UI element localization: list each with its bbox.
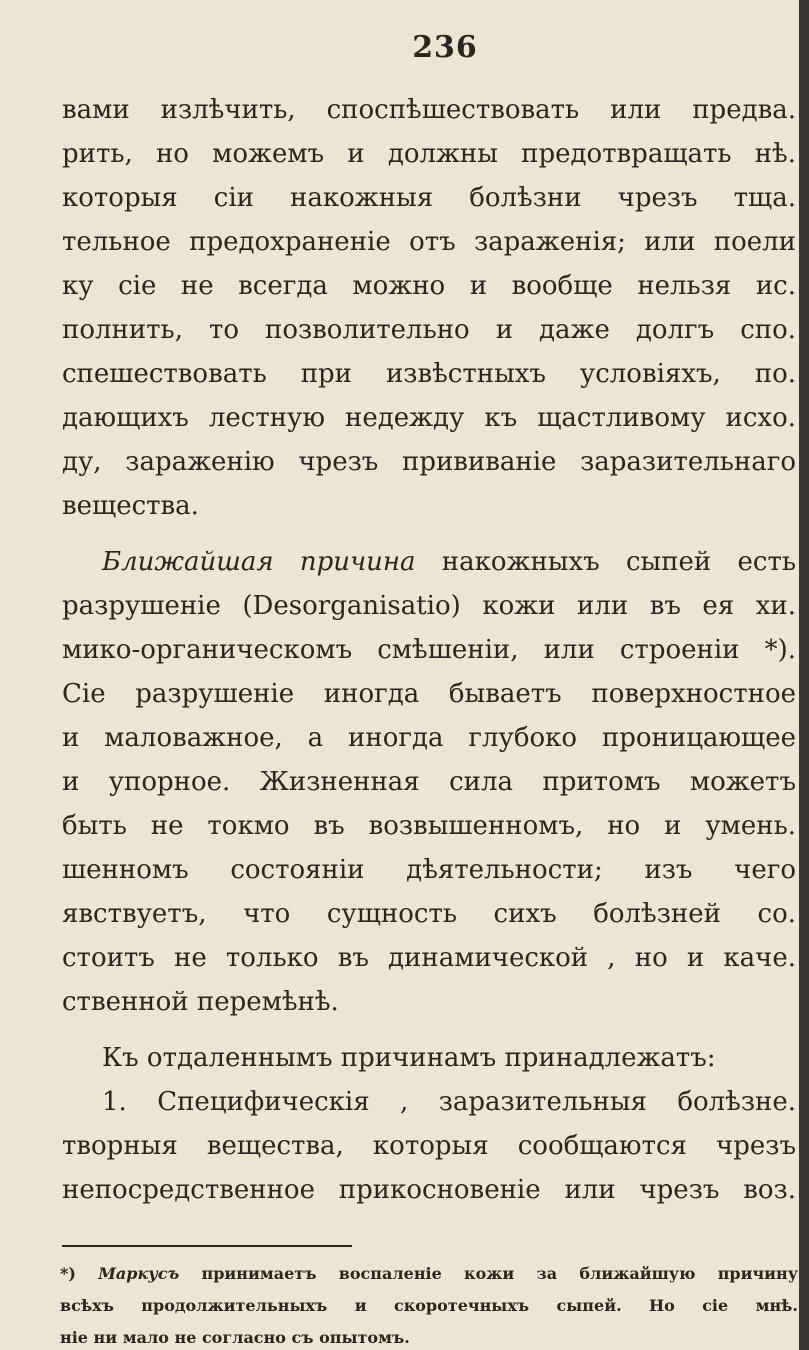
footnote-line: ніе ни мало не согласно съ опытомъ. <box>60 1328 410 1347</box>
footnote-divider <box>62 1245 352 1247</box>
text-line: дающихъ лестную недежду къ щастливому исхо. <box>62 403 796 433</box>
footnote <box>60 1258 798 1350</box>
text-line: мико-органическомъ смѣшеніи, или строеніи *). <box>62 635 796 665</box>
text-line: и упорное. Жизненная сила притомъ можетъ <box>62 767 796 797</box>
text-line: творныя вещества, которыя сообщаются чрезъ <box>62 1131 796 1161</box>
text-line: разрушеніе (Desorganisatio) кожи или въ ея хи. <box>62 591 796 621</box>
text-line: рить, но можемъ и должны предотвращать нѣ. <box>62 139 796 169</box>
text-line: тельное предохраненіе отъ зараженія; или поели <box>62 227 796 257</box>
text-line: Сіе разрушеніе иногда бываетъ поверхностное <box>62 679 796 709</box>
text-line: непосредственное прикосновеніе или чрезъ воз. <box>62 1175 796 1205</box>
text-line: ку сіе не всегда можно и вообще нельзя ис. <box>62 271 796 301</box>
text-line: которыя сіи накожныя болѣзни чрезъ тща. <box>62 183 796 213</box>
text-line: и маловажное, а иногда глубоко проницающее <box>62 723 796 753</box>
text-line: шенномъ состояніи дѣятельности; изъ чего <box>62 855 796 885</box>
footnote-author: Маркусъ <box>98 1264 180 1283</box>
footnote-text: принимаетъ воспаленіе кожи за ближайшую причину <box>201 1264 798 1283</box>
text-line: полнить, то позволительно и даже долгъ спо. <box>62 315 796 345</box>
paragraph-3: Къ отдаленнымъ причинамъ принадлежатъ: <box>102 1043 716 1073</box>
text-line: вами излѣчить, споспѣшествовать или предва. <box>62 95 796 125</box>
page-edge-shadow <box>799 0 809 1350</box>
text-line: ду, зараженію чрезъ прививаніе заразительнаго <box>62 447 796 477</box>
list-item-1-line: 1. Специфическія , заразительныя болѣзне. <box>102 1087 796 1117</box>
text-line: явствуетъ, что сущность сихъ болѣзней со. <box>62 899 796 929</box>
text-line: быть не токмо въ возвышенномъ, но и умень. <box>62 811 796 841</box>
text-line: ственной перемѣнѣ. <box>62 987 339 1017</box>
page-number: 236 <box>412 30 478 65</box>
text-line: спешествовать при извѣстныхъ условіяхъ, по. <box>62 359 796 389</box>
footnote-line <box>60 1258 798 1290</box>
paragraph-2-first-line <box>62 540 796 584</box>
footnote-marker: *) <box>60 1264 76 1283</box>
text-line: вещества. <box>62 491 199 521</box>
text-fragment: накожныхъ сыпей есть <box>441 547 797 577</box>
text-line: стоитъ не только въ динамической , но и каче. <box>62 943 796 973</box>
main-text <box>62 88 796 1212</box>
footnote-line: всѣхъ продолжительныхъ и скоротечныхъ сыпей. Но сіе мнѣ. <box>60 1296 798 1315</box>
italic-term: Ближайшая причина <box>102 547 416 577</box>
